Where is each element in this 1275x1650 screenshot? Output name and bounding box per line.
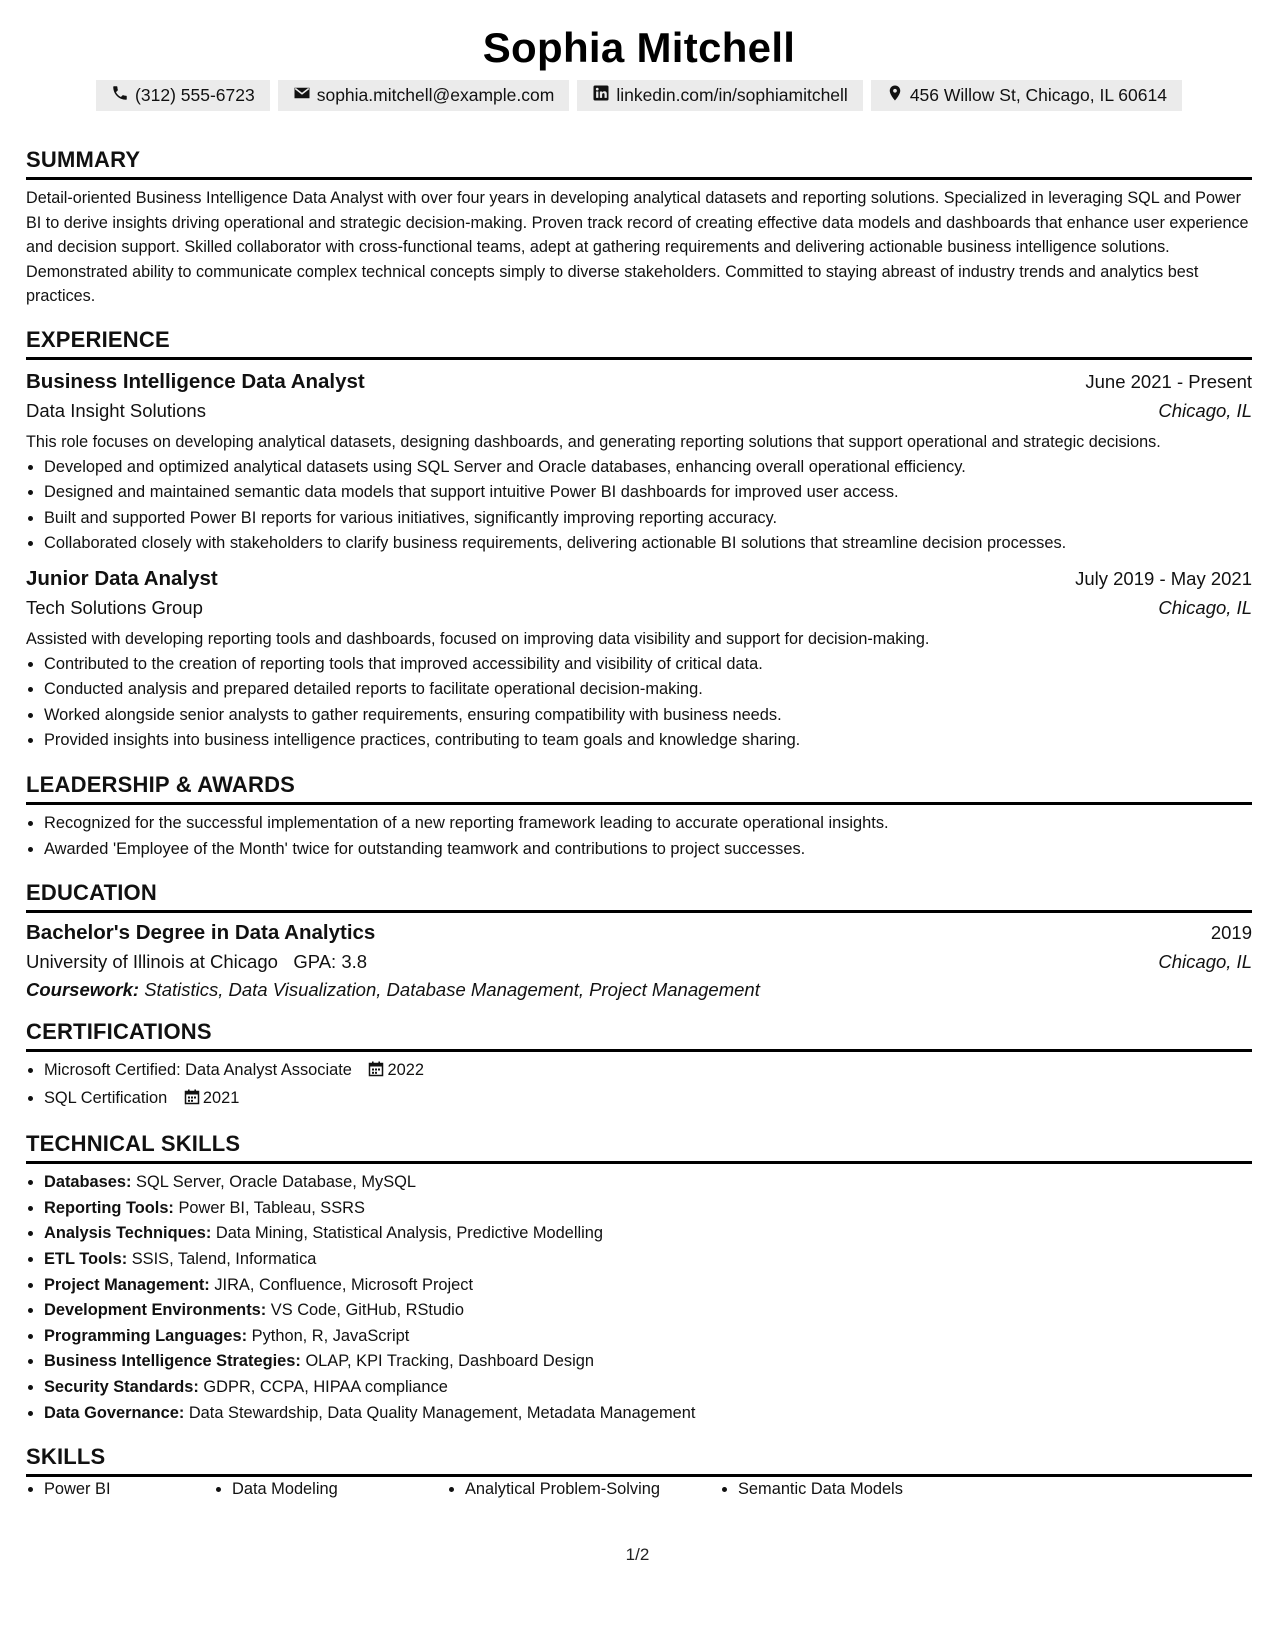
section-title-certifications: CERTIFICATIONS (26, 1019, 1252, 1052)
calendar-icon (368, 1060, 384, 1086)
job-company: Tech Solutions Group (26, 596, 203, 618)
address-text: 456 Willow St, Chicago, IL 60614 (909, 85, 1167, 105)
list-item: • Semantic Data Models (738, 1477, 978, 1503)
job-entry (26, 370, 1252, 557)
skill-label: Development Environments: (44, 1301, 267, 1320)
degree-title: Bachelor's Degree in Data Analytics (26, 921, 376, 945)
job-location: Chicago, IL (1158, 399, 1252, 421)
list-item (44, 1375, 1252, 1401)
email-chip[interactable] (278, 80, 570, 111)
list-item: • Collaborated closely with stakeholders to clarify business requirements, delivering actionable BI solutions that streamline decision processes. (44, 531, 1252, 557)
skill-value: JIRA, Confluence, Microsoft Project (214, 1275, 474, 1294)
phone-text: (312) 555-6723 (135, 85, 255, 105)
skill-value: Python, R, JavaScript (251, 1326, 410, 1345)
skill-label: Reporting Tools: (44, 1198, 174, 1217)
list-item: • Developed and optimized analytical datasets using SQL Server and Oracle databases, enhancing overall operational efficiency. (44, 455, 1252, 481)
job-title: Junior Data Analyst (26, 566, 218, 590)
skill-label: Data Governance: (44, 1403, 185, 1422)
certifications-list (26, 1058, 1252, 1113)
job-location: Chicago, IL (1158, 596, 1252, 618)
list-item: • Data Modeling (232, 1477, 447, 1503)
cert-year: 2022 (387, 1061, 424, 1080)
list-item: • Contributed to the creation of reporting tools that improved accessibility and visibility of critical data. (44, 652, 1252, 678)
email-text: sophia.mitchell@example.com (316, 85, 555, 105)
list-item (44, 1298, 1252, 1324)
section-title-summary: SUMMARY (26, 147, 1252, 180)
list-item (44, 1170, 1252, 1196)
summary-text: Detail-oriented Business Intelligence Data Analyst with over four years in developing analytical datasets and reporting solutions. Specialized in leveraging SQL and Power BI to derive insights driving operational and strategic decision-making. Proven track record of creating effective data models and dashboards that enhance user experience and decision support. Skilled collaborator with cross-functional teams, adept at gathering requirements and delivering actionable business intelligence solutions. Demonstrated ability to communicate complex technical concepts simply to diverse stakeholders. Committed to staying abreast of industry trends and analytics best practices. (26, 189, 1249, 306)
school-location: Chicago, IL (1158, 951, 1252, 973)
skill-label: Security Standards: (44, 1378, 199, 1397)
certifications-section (26, 1019, 1252, 1113)
leadership-list (26, 811, 1252, 862)
address-chip[interactable] (871, 80, 1182, 111)
list-item: • Designed and maintained semantic data models that support intuitive Power BI dashboards for improved user access. (44, 480, 1252, 506)
skills-section (26, 1444, 1252, 1503)
summary-section (26, 147, 1252, 309)
coursework-label: Coursework: (26, 979, 140, 1001)
linkedin-chip[interactable] (577, 80, 863, 111)
skills-list (26, 1477, 1252, 1503)
job-entry (26, 567, 1252, 754)
contact-bar (26, 80, 1252, 111)
skill-label: Programming Languages: (44, 1326, 248, 1345)
list-item (44, 1247, 1252, 1273)
list-item (44, 1273, 1252, 1299)
school-name: University of Illinois at Chicago (26, 951, 278, 973)
list-item (44, 1086, 1252, 1114)
candidate-name: Sophia Mitchell (482, 24, 796, 71)
coursework (26, 979, 1252, 1001)
section-title-skills: SKILLS (26, 1444, 1252, 1477)
section-title-experience: EXPERIENCE (26, 327, 1252, 360)
list-item: • Provided insights into business intelligence practices, contributing to team goals and knowledge sharing. (44, 728, 1252, 754)
skill-label: Analysis Techniques: (44, 1224, 212, 1243)
section-title-technical-skills: TECHNICAL SKILLS (26, 1131, 1252, 1164)
page-number: 1/2 (625, 1545, 650, 1564)
skill-value: OLAP, KPI Tracking, Dashboard Design (305, 1352, 594, 1371)
list-item: • Power BI (44, 1477, 214, 1503)
phone-icon (111, 84, 129, 107)
school-line (26, 951, 367, 973)
skill-value: GDPR, CCPA, HIPAA compliance (203, 1378, 448, 1397)
job-company: Data Insight Solutions (26, 399, 206, 421)
list-item: • Recognized for the successful implementation of a new reporting framework leading to accurate operational insights. (44, 811, 1252, 837)
skill-value: Data Mining, Statistical Analysis, Predictive Modelling (215, 1224, 604, 1243)
job-bullets (26, 455, 1252, 557)
section-title-leadership: LEADERSHIP & AWARDS (26, 772, 1252, 805)
technical-skills-list (26, 1170, 1252, 1426)
coursework-list: Statistics, Data Visualization, Database Management, Project Management (144, 979, 760, 1001)
technical-skills-section (26, 1131, 1252, 1426)
skill-value: SSIS, Talend, Informatica (131, 1250, 317, 1269)
list-item: • Awarded 'Employee of the Month' twice for outstanding teamwork and contributions to project successes. (44, 837, 1252, 863)
list-item: • Conducted analysis and prepared detailed reports to facilitate operational decision-making. (44, 677, 1252, 703)
list-item (44, 1058, 1252, 1086)
list-item: • Built and supported Power BI reports for various initiatives, significantly improving reporting accuracy. (44, 506, 1252, 532)
skill-label: Project Management: (44, 1275, 210, 1294)
job-dates: July 2019 - May 2021 (1075, 567, 1252, 589)
cert-name: Microsoft Certified: Data Analyst Associate (44, 1061, 352, 1080)
skill-value: Data Stewardship, Data Quality Management, Metadata Management (188, 1403, 696, 1422)
list-item (44, 1401, 1252, 1427)
list-item (44, 1349, 1252, 1375)
envelope-icon (293, 84, 311, 107)
job-dates: June 2021 - Present (1085, 370, 1252, 392)
skill-value: Power BI, Tableau, SSRS (178, 1198, 365, 1217)
skill-label: Databases: (44, 1173, 132, 1192)
list-item (44, 1324, 1252, 1350)
education-section (26, 880, 1252, 1001)
skill-label: ETL Tools: (44, 1250, 128, 1269)
linkedin-icon (592, 84, 610, 107)
skill-value: SQL Server, Oracle Database, MySQL (136, 1173, 416, 1192)
linkedin-text: linkedin.com/in/sophiamitchell (616, 85, 848, 105)
job-bullets (26, 652, 1252, 754)
experience-section (26, 327, 1252, 754)
gpa: GPA: 3.8 (293, 951, 368, 973)
skill-label: Business Intelligence Strategies: (44, 1352, 301, 1371)
job-description: Assisted with developing reporting tools and dashboards, focused on improving data visibility and support for decision-making. (26, 629, 930, 648)
list-item: • Worked alongside senior analysts to gather requirements, ensuring compatibility with business needs. (44, 703, 1252, 729)
list-item (44, 1221, 1252, 1247)
leadership-section (26, 772, 1252, 862)
job-title: Business Intelligence Data Analyst (26, 369, 365, 393)
resume-page (26, 0, 1252, 1503)
list-item: • Analytical Problem-Solving (465, 1477, 720, 1503)
map-pin-icon (886, 84, 904, 107)
graduation-year: 2019 (1210, 922, 1252, 944)
cert-name: SQL Certification (44, 1088, 168, 1107)
skill-value: VS Code, GitHub, RStudio (270, 1301, 464, 1320)
cert-year: 2021 (202, 1088, 240, 1107)
calendar-icon (184, 1088, 200, 1114)
list-item (44, 1196, 1252, 1222)
section-title-education: EDUCATION (26, 880, 1252, 913)
phone-chip[interactable] (96, 80, 270, 111)
job-description: This role focuses on developing analytical datasets, designing dashboards, and generating reporting solutions that support operational and strategic decisions. (26, 432, 1161, 451)
